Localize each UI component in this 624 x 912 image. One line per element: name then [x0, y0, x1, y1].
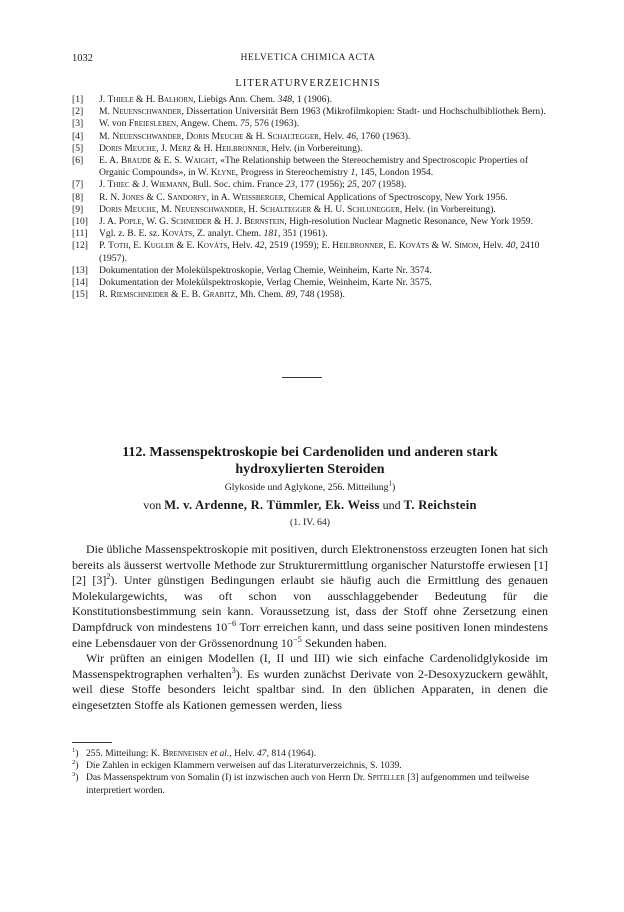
- text-run: & C.: [143, 191, 168, 203]
- footnote-number: $^2$): [72, 759, 79, 772]
- author-name: Kováts: [196, 240, 228, 252]
- author-name: Neuenschwander: [174, 203, 244, 215]
- reference-number: [11]: [72, 228, 88, 240]
- reference-item: [72, 106, 548, 118]
- footnote-mark: 3: [231, 665, 236, 675]
- text-run: , 1 (1906).: [292, 94, 333, 105]
- text-run: Die übliche Massenspektroskopie mit positiven, durch Elektronenstoss erzeugten Ionen hat sich bereits als äusserst wertvolle Methode zur Strukturermittlung organischer Naturstoffe erwiesen [1] [2] [3]: [72, 542, 548, 588]
- author-names-1: M. v. Ardenne, R. Tümmler, Ek. Weiss: [164, 498, 380, 512]
- reference-number: [7]: [72, 179, 84, 191]
- reference-number: [10]: [72, 216, 88, 228]
- text-run: & W.: [429, 240, 455, 252]
- footnote-mark: −6: [227, 618, 237, 628]
- author-name: Bernstein: [244, 216, 285, 228]
- italic-text: 47: [257, 748, 267, 759]
- text-run: , 145, London 1954.: [355, 167, 434, 179]
- author-name: Sandorfy: [167, 191, 207, 203]
- text-run: & E.: [174, 240, 197, 252]
- author-name: Jones: [121, 191, 144, 203]
- reference-number: [6]: [72, 155, 84, 167]
- text-run: , E.: [383, 240, 399, 252]
- italic-text: 181: [263, 228, 278, 240]
- text-run: , Helv.: [229, 748, 257, 759]
- text-run: , Helv.: [478, 240, 506, 252]
- text-run: , 814 (1964).: [266, 748, 317, 759]
- text-run: W. von: [99, 118, 129, 130]
- author-name: Pople: [118, 216, 142, 228]
- text-run: , Z. analyt. Chem.: [192, 228, 264, 240]
- italic-text: 40: [505, 240, 516, 252]
- text-run: J.: [99, 179, 108, 191]
- section-divider: [282, 377, 322, 378]
- footnote-mark: 2: [106, 572, 111, 582]
- author-name: Simon: [454, 240, 479, 252]
- text-run: M.: [99, 130, 113, 142]
- reference-number: [12]: [72, 240, 88, 252]
- reference-item: [72, 179, 548, 191]
- text-run: , in A.: [206, 191, 233, 203]
- text-run: ). Es wurden zunächst Derivate von 2-Desoxyzuckern gewählt, weil diese Stoffe besonders leicht spaltbar sind. In den üblichen Apparaten, in denen die eingesetzten Stoffe als Kationen gemessen werden, liess: [72, 666, 548, 712]
- reference-number: [9]: [72, 203, 84, 215]
- text-run: Dokumentation der Molekülspektroskopie, Verlag Chemie, Weinheim, Karte Nr. 3575.: [99, 277, 432, 289]
- text-run: Die Zahlen in eckigen Klammern verweisen auf das Literaturverzeichnis, S. 1039.: [86, 760, 402, 772]
- journal-name: HELVETICA CHIMICA ACTA: [240, 53, 376, 63]
- reference-number: [3]: [72, 118, 84, 130]
- author-name: Kováts: [398, 240, 430, 252]
- reference-number: [15]: [72, 289, 88, 301]
- reference-item: [72, 277, 548, 289]
- reference-item: [72, 131, 548, 143]
- text-run: M.: [99, 106, 113, 118]
- text-run: , E.: [128, 240, 144, 252]
- author-names-2: T. Reichstein: [403, 498, 477, 512]
- footnote-mark: −5: [292, 634, 302, 644]
- italic-text: 25: [347, 179, 357, 191]
- author-name: Kováts: [161, 228, 193, 240]
- author-name: Kugler: [143, 240, 175, 252]
- italic-text: 75: [239, 118, 250, 130]
- reference-item: [72, 192, 548, 204]
- reference-number: [5]: [72, 142, 84, 154]
- author-name: Thiec: [107, 179, 130, 191]
- reference-number: [2]: [72, 106, 84, 118]
- author-name: Neuenschwander: [112, 106, 182, 118]
- text-run: , Helv.: [318, 130, 347, 142]
- author-name: Thiele: [107, 94, 134, 105]
- text-run: R. N.: [99, 191, 122, 203]
- text-run: ). Unter günstigen Bedingungen erlaubt sie häufig auch die Ermittlung des genauen Molekulargewichts, was oft schon von ausschlaggebender Bedeutung für die Konstitutionsbestimmung sein kann. Voraussetzung ist, dass der Stoff ohne Zersetzung einen Dampfdruck von mindestens 10: [72, 573, 548, 634]
- text-run: Dokumentation der Molekülspektroskopie, Verlag Chemie, Weinheim, Karte Nr. 3574.: [99, 264, 432, 276]
- text-run: & J.: [129, 179, 151, 191]
- text-run: Torr erreichen kann, und dass seine positiven Ionen mindestens eine Lebensdauer von der Grössenordnung 10: [72, 619, 548, 650]
- subtitle-footnote-mark: 1: [388, 480, 392, 488]
- author-name: Heilbronner: [332, 240, 384, 252]
- article-subtitle: Glykoside und Aglykone, 256. Mitteilung$^1$): [224, 480, 396, 493]
- author-name: Waight: [184, 155, 216, 167]
- text-run: , Mh. Chem.: [235, 289, 286, 301]
- text-run: J. A.: [99, 216, 119, 228]
- text-run: Vgl. z. B. E. sz.: [99, 228, 162, 240]
- text-run: Wir prüften an einigen Modellen (I, II und III) wie sich einfache Cardenolidglykoside im Massenspektrographen verhalten: [72, 651, 548, 681]
- author-name: Schlunegger: [347, 203, 400, 215]
- text-run: , 576 (1963).: [249, 118, 300, 130]
- author-name: Wiemann: [150, 179, 188, 191]
- references-title: LITERATURVERZEICHNIS: [235, 78, 381, 89]
- text-run: , M.: [156, 203, 175, 215]
- text-run: , 748 (1958).: [295, 289, 345, 301]
- text-run: , 1760 (1963).: [355, 130, 411, 142]
- text-run: R.: [99, 289, 111, 301]
- reference-number: [14]: [72, 277, 88, 289]
- text-run: & E. S.: [151, 155, 185, 167]
- author-name: Heilbronner: [215, 142, 267, 154]
- reference-item: [72, 265, 548, 277]
- footnote-number-mark: 2: [72, 759, 76, 767]
- reference-number: [13]: [72, 264, 88, 276]
- text-run: , Angew. Chem.: [176, 118, 240, 130]
- text-run: , Chemical Applications of Spectroscopy, New York 1956.: [283, 191, 508, 203]
- footnote-number-mark: 1: [72, 746, 76, 754]
- reference-item: [72, 216, 548, 228]
- author-name: Doris Meuche: [186, 130, 244, 142]
- text-run: , 177 (1956);: [294, 179, 348, 191]
- reference-list: [72, 94, 548, 301]
- reference-item: [72, 118, 548, 130]
- author-name: Schneider: [170, 216, 212, 228]
- italic-text: 348: [277, 94, 293, 105]
- text-run: & H.: [191, 142, 216, 154]
- footnote-item: [72, 748, 548, 760]
- footnote-number: $^1$): [72, 746, 79, 759]
- text-run: , J.: [156, 142, 170, 154]
- italic-text: et al.: [210, 748, 230, 759]
- page-number: 1032: [72, 53, 93, 64]
- reference-item: [72, 289, 548, 301]
- reference-number: [8]: [72, 191, 84, 203]
- text-run: , Progress in Stereochemistry: [235, 167, 351, 179]
- reference-item: [72, 204, 548, 216]
- footnote-item: [72, 760, 548, 772]
- article-authors: [72, 498, 548, 513]
- reference-item: [72, 155, 548, 179]
- italic-text: 89: [285, 289, 296, 301]
- text-run: & H.: [243, 130, 268, 142]
- italic-text: 42: [254, 240, 265, 252]
- author-name: Grabitz: [202, 289, 236, 301]
- text-run: , 351 (1961).: [277, 228, 328, 240]
- author-name: Merz: [169, 142, 192, 154]
- reference-item: [72, 228, 548, 240]
- author-name: Riemschneider: [110, 289, 169, 301]
- body-paragraph: [72, 651, 548, 713]
- author-name: Brenneisen: [162, 748, 208, 759]
- article-date: (1. IV. 64): [289, 517, 331, 528]
- author-name: Freiesleben: [128, 118, 177, 130]
- reference-item: [72, 240, 548, 264]
- italic-text: 46: [346, 130, 356, 142]
- text-run: E. A.: [99, 155, 121, 167]
- author-name: Toth: [108, 240, 129, 252]
- article-body: [72, 542, 548, 714]
- footnote-divider: [72, 742, 112, 743]
- author-name: Doris Meuche: [99, 203, 157, 215]
- text-run: [3] aufgenommen und teilweise interpretiert worden.: [86, 772, 530, 796]
- text-run: , «The Relationship between the Stereochemistry and Spectroscopic Properties of Organic Compounds», in W.: [99, 155, 529, 179]
- text-run: ,: [181, 130, 187, 142]
- page-header: [72, 53, 544, 67]
- author-name: Doris Meuche: [99, 142, 157, 154]
- reference-item: [72, 94, 548, 106]
- text-run: , Bull. Soc. chim. France: [187, 179, 286, 191]
- text-run: , Helv. (in Vorbereitung).: [266, 142, 363, 154]
- text-run: & H.: [133, 94, 158, 105]
- author-name: Klyne: [210, 167, 236, 179]
- text-run: & E. B.: [168, 289, 203, 301]
- footnotes: [72, 748, 548, 797]
- text-run: , H.: [243, 203, 260, 215]
- text-run: Sekunden haben.: [301, 635, 387, 650]
- article-title-line-2: hydroxylierten Steroiden: [235, 462, 385, 477]
- text-run: Das Massenspektrum von Somalin (I) ist inzwischen auch von Herrn Dr.: [86, 772, 368, 784]
- authors-and: und: [379, 498, 404, 512]
- author-name: Neuenschwander: [112, 130, 182, 142]
- text-run: , 2410 (1957).: [99, 240, 540, 264]
- italic-text: 23: [285, 179, 295, 191]
- text-run: , 2519 (1959); E.: [264, 240, 333, 252]
- footnote-item: [72, 772, 548, 796]
- author-name: Schaltegger: [259, 203, 312, 215]
- author-name: Weissberger: [232, 191, 284, 203]
- text-run: , Helv.: [227, 240, 255, 252]
- article-title: [72, 444, 548, 478]
- text-run: , High-resolution Nuclear Magnetic Resonance, New York 1959.: [284, 216, 533, 228]
- author-name: Spiteller: [367, 772, 405, 784]
- body-paragraph: [72, 542, 548, 651]
- reference-number: [1]: [72, 94, 84, 105]
- text-run: , Dissertation Universität Bern 1963 (Mikrofilmkopien: Stadt- und Hochschulbibliothek Bern).: [181, 106, 546, 118]
- text-run: P.: [99, 240, 109, 252]
- reference-item: [72, 143, 548, 155]
- text-run: , 207 (1958).: [356, 179, 407, 191]
- author-name: Braude: [120, 155, 152, 167]
- text-run: , Helv. (in Vorbereitung).: [399, 203, 496, 215]
- footnote-number-mark: 3: [72, 771, 76, 779]
- text-run: , Liebigs Ann. Chem.: [193, 94, 278, 105]
- text-run: & H. U.: [311, 203, 348, 215]
- article-title-line-1: 112. Massenspektroskopie bei Cardenoliden und anderen stark: [122, 445, 498, 460]
- text-run: J.: [99, 94, 108, 105]
- subtitle-text: Glykoside und Aglykone, 256. Mitteilung: [224, 482, 389, 493]
- author-name: Schaltegger: [267, 130, 319, 142]
- footnote-number: $^3$): [72, 771, 79, 784]
- text-run: , W. G.: [141, 216, 171, 228]
- text-run: 255. Mitteilung: K.: [86, 748, 163, 759]
- italic-text: 1: [350, 167, 356, 179]
- author-name: Balhorn: [157, 94, 194, 105]
- reference-number: [4]: [72, 130, 84, 142]
- authors-prefix: von: [143, 498, 165, 512]
- text-run: & H. J.: [211, 216, 245, 228]
